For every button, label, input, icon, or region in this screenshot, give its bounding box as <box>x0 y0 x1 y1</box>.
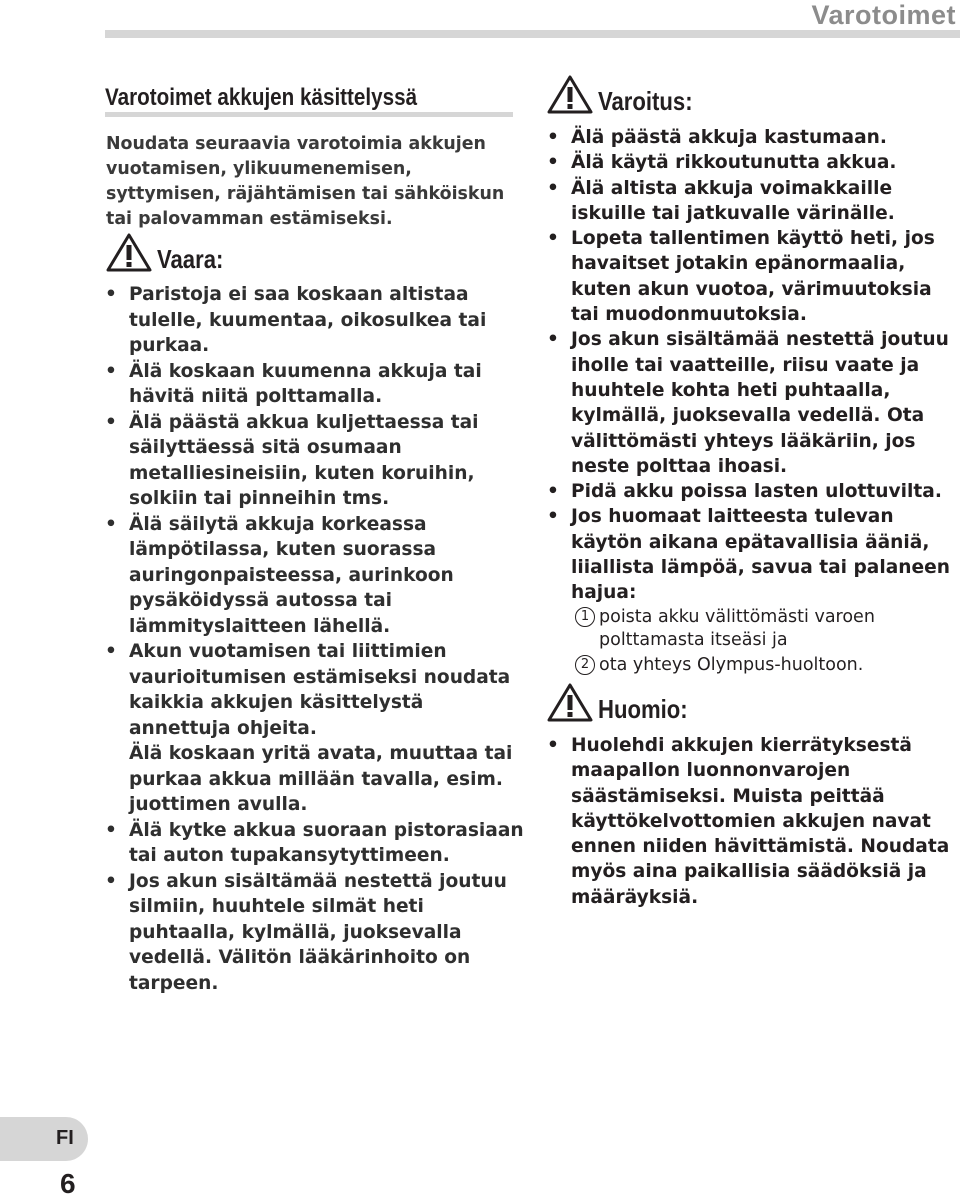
warning-triangle-icon <box>546 682 594 722</box>
list-item: • Älä koskaan kuumenna akkuja tai hävitä niitä polttamalla. <box>105 360 482 407</box>
warning-heading <box>546 74 709 114</box>
numbered-step: 2 ota yhteys Olympus-huoltoon. <box>547 654 957 677</box>
list-item: • Jos huomaat laitteesta tulevan käytön aikana epätavallisia ääniä, liiallista lämpöä, savua tai palaneen hajua: <box>547 506 950 604</box>
list-item: • Älä kytke akkua suoraan pistorasiaan tai auton tupakansytyttimeen. <box>105 819 524 866</box>
numbered-step: 1 poista akku välittömästi varoen polttamasta itseäsi ja <box>547 606 957 652</box>
notice-heading <box>546 682 703 722</box>
list-item: • Älä käytä rikkoutunutta akkua. <box>547 152 897 174</box>
notice-list <box>547 733 957 910</box>
warning-label: Varoitus: <box>598 86 693 116</box>
language-tab <box>0 1117 88 1161</box>
section-underline <box>105 112 513 117</box>
list-item: • Akun vuotamisen tai liittimien vaurioitumisen estämiseksi noudata kaikkia akkujen käsittelystä annettuja ohjeita. <box>105 641 511 739</box>
warning-triangle-icon <box>105 232 153 272</box>
danger-list <box>105 282 525 996</box>
section-title: Varotoimet akkujen käsittelyssä <box>105 84 418 111</box>
list-item: • Älä päästä akkuja kastumaan. <box>547 127 887 148</box>
danger-heading <box>105 232 235 272</box>
list-item: • Huolehdi akkujen kierrätyksestä maapallon luonnonvarojen säästämiseksi. Muista peittää käyttökelvottomien akkujen navat ennen niiden hävittämistä. Noudata myös aina paikallisia säädöksiä ja määräyksiä. <box>547 735 950 908</box>
list-item: • Älä päästä akkua kuljettaessa tai säilyttäessä sitä osumaan metalliesineisiin, kuten koruihin, solkiin tai pinneihin tms. <box>105 411 479 509</box>
language-label: FI <box>56 1127 74 1149</box>
list-item: • Paristoja ei saa koskaan altistaa tulelle, kuumentaa, oikosulkea tai purkaa. <box>105 284 487 356</box>
list-item: • Lopeta tallentimen käyttö heti, jos havaitset jotakin epänormaalia, kuten akun vuotoa, värimuutoksia tai muodonmuutoksia. <box>547 228 935 326</box>
list-item: • Jos akun sisältämää nestettä joutuu iholle tai vaatteille, riisu vaate ja huuhtele kohta heti puhtaalla, kylmällä, juoksevalla vedellä. Ota välittömästi yhteys lääkäriin, jos neste polttaa ihoasi. <box>547 329 949 477</box>
running-header: Varotoimet <box>811 0 956 30</box>
notice-label: Huomio: <box>598 694 688 724</box>
header-bar <box>105 30 960 38</box>
step-number-badge: 1 <box>575 607 595 627</box>
warning-triangle-icon <box>546 74 594 114</box>
step-number-badge: 2 <box>575 655 595 675</box>
list-item-continuation: Älä koskaan yritä avata, muuttaa tai purkaa akkua millään tavalla, esim. juottimen avulla. <box>129 743 513 815</box>
page-number: 6 <box>60 1168 76 1199</box>
list-item: • Pidä akku poissa lasten ulottuvilta. <box>547 481 942 503</box>
danger-label: Vaara: <box>157 244 224 274</box>
list-item: • Älä säilytä akkuja korkeassa lämpötilassa, kuten suorassa auringonpaisteessa, aurinkoon pysäköidyssä autossa tai lämmityslaitteen lähellä. <box>105 513 454 637</box>
list-item: • Älä altista akkuja voimakkaille iskuille tai jatkuvalle värinälle. <box>547 177 895 224</box>
warning-list <box>547 125 957 677</box>
intro-paragraph: Noudata seuraavia varotoimia akkujen vuotamisen, ylikuumenemisen, syttymisen, räjähtämisen tai sähköiskun tai palovamman estämiseksi. <box>106 134 505 229</box>
list-item: • Jos akun sisältämää nestettä joutuu silmiin, huuhtele silmät heti puhtaalla, kylmällä, juoksevalla vedellä. Välitön lääkärinhoito on tarpeen. <box>105 870 507 994</box>
